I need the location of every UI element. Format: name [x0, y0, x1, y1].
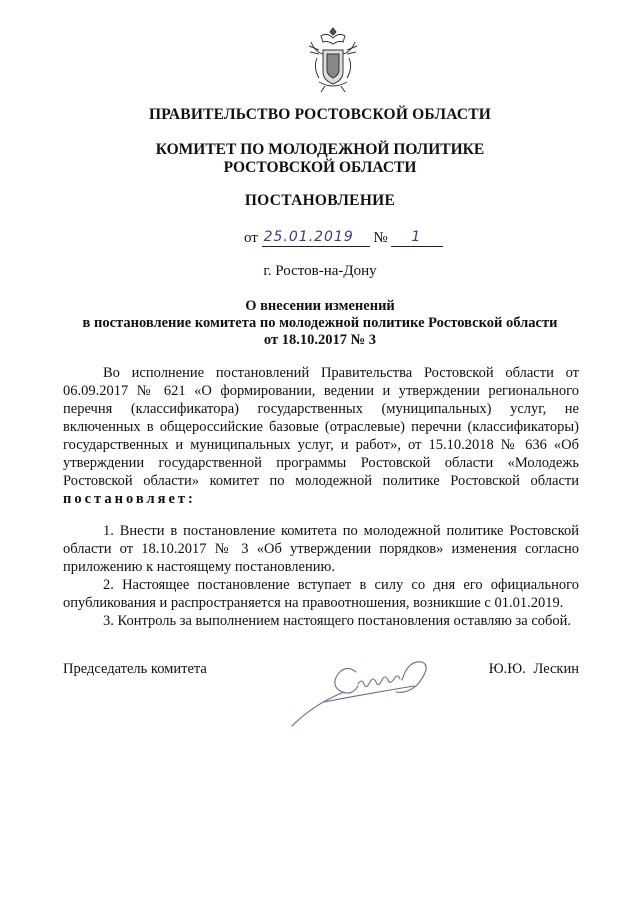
city: г. Ростов-на-Дону — [263, 263, 377, 279]
coat-of-arms-icon — [305, 24, 361, 94]
subject-line2: в постановление комитета по молодежной политике Ростовской области — [82, 315, 558, 331]
resolve-word: постановляет: — [63, 491, 196, 507]
subject-line1: О внесении изменений — [245, 298, 395, 314]
committee-title — [0, 141, 640, 177]
handwritten-signature — [284, 650, 434, 730]
handwritten-date: 25.01.2019 — [263, 229, 354, 245]
number-label: № — [373, 230, 388, 246]
decree-items — [63, 522, 579, 630]
number-field — [391, 228, 443, 247]
government-title: ПРАВИТЕЛЬСТВО РОСТОВСКОЙ ОБЛАСТИ — [148, 106, 492, 123]
document-type: ПОСТАНОВЛЕНИЕ — [244, 192, 396, 209]
date-prefix: от — [244, 230, 258, 246]
handwritten-number: 1 — [411, 229, 422, 245]
subject-heading — [0, 298, 640, 349]
decree-item-2: 2. Настоящее постановление вступает в силу со дня его официального опубликования и распространяется на правоотношения, возникшие с 01.01.2019. — [63, 577, 579, 611]
decree-item-3: 3. Контроль за выполнением настоящего постановления оставляю за собой. — [103, 613, 572, 629]
date-field — [262, 228, 370, 247]
signatory-name: Ю.Ю. Лескин — [488, 661, 579, 677]
committee-title-line2: РОСТОВСКОЙ ОБЛАСТИ — [223, 159, 417, 176]
preamble-paragraph — [63, 364, 579, 508]
subject-line3: от 18.10.2017 № 3 — [263, 332, 377, 348]
date-number-line — [244, 228, 443, 247]
decree-item-1: 1. Внести в постановление комитета по молодежной политике Ростовской области от 18.10.2017 № 3 «Об утверждении порядков» изменения согласно приложению к настоящему постановлению. — [63, 523, 579, 575]
committee-title-line1: КОМИТЕТ ПО МОЛОДЕЖНОЙ ПОЛИТИКЕ — [155, 141, 485, 158]
signatory-position: Председатель комитета — [63, 661, 207, 677]
preamble-text: Во исполнение постановлений Правительства Ростовской области от 06.09.2017 № 621 «О формировании, ведении и утверждении регионального перечня (классификатора) государственных (муниципальных) услуг, не включенных в общероссийские базовые (отраслевые) перечни (классификаторы) государственных и муниципальных услуг, и работ», от 15.10.2018 № 636 «Об утверждении государственной программы Ростовской области «Молодежь Ростовской области» комитет по молодежной политике Ростовской области — [63, 365, 579, 489]
